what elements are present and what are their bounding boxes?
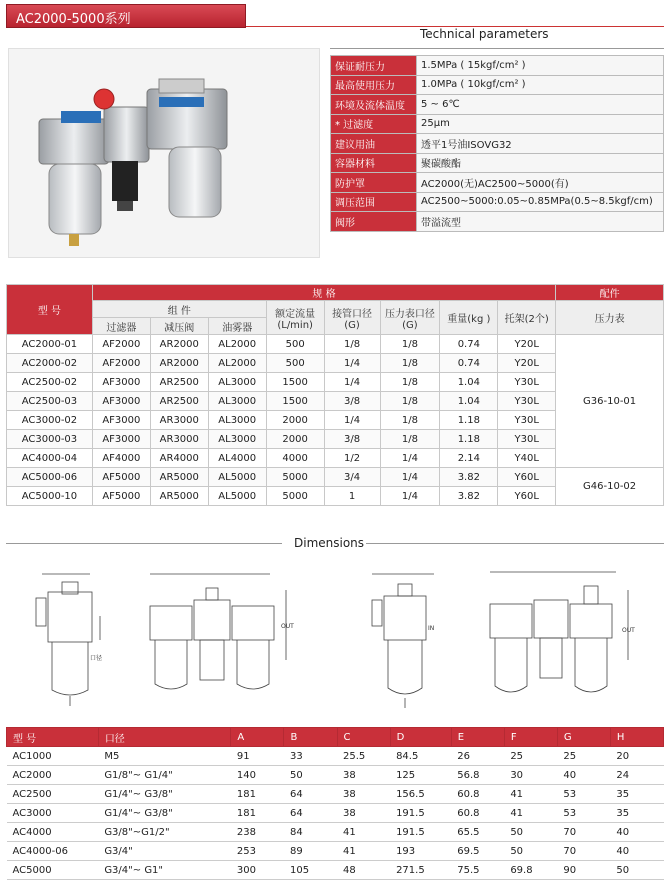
dim-cell: AC2500 — [7, 785, 99, 804]
spec-cell: AR5000 — [150, 468, 208, 487]
spec-cell: Y60L — [498, 487, 556, 506]
dimensions-divider-left — [6, 543, 282, 544]
dim-cell: 41 — [504, 785, 557, 804]
dim-cell: 41 — [337, 842, 390, 861]
dim-header: B — [284, 728, 337, 747]
dim-cell: 50 — [284, 766, 337, 785]
dim-cell: 24 — [610, 766, 663, 785]
header-regulator: 减压阀 — [150, 318, 208, 335]
title-bar — [0, 0, 670, 30]
dim-cell: 38 — [337, 785, 390, 804]
dim-cell: 33 — [284, 747, 337, 766]
dim-cell: 105 — [284, 861, 337, 880]
spec-cell: 1/4 — [324, 411, 380, 430]
dim-cell: 89 — [284, 842, 337, 861]
dim-header: 口径 — [98, 728, 231, 747]
spec-cell: 1/8 — [324, 335, 380, 354]
spec-cell: 1500 — [266, 373, 324, 392]
dim-header: C — [337, 728, 390, 747]
dim-cell: G3/8"~G1/2" — [98, 823, 231, 842]
spec-cell: 1/4 — [324, 354, 380, 373]
dim-cell: 30 — [504, 766, 557, 785]
spec-cell: 2000 — [266, 430, 324, 449]
dim-cell: 300 — [231, 861, 284, 880]
spec-cell: 3.82 — [440, 468, 498, 487]
dim-cell: 38 — [337, 766, 390, 785]
dim-cell: 60.8 — [451, 804, 504, 823]
spec-cell: 500 — [266, 335, 324, 354]
dim-cell: 50 — [504, 823, 557, 842]
spec-cell: Y40L — [498, 449, 556, 468]
spec-cell: 1/8 — [380, 392, 440, 411]
dim-cell: G1/4"~ G3/8" — [98, 804, 231, 823]
spec-cell: 1/8 — [380, 335, 440, 354]
spec-cell: AL3000 — [208, 373, 266, 392]
page-title: AC2000-5000系列 — [16, 12, 131, 27]
spec-cell: 3.82 — [440, 487, 498, 506]
spec-cell: Y30L — [498, 411, 556, 430]
dim-row — [7, 861, 664, 880]
header-weight: 重量(kg ) — [440, 301, 498, 335]
dim-header: D — [390, 728, 451, 747]
param-key: 容器材料 — [331, 153, 417, 173]
dim-cell: 64 — [284, 804, 337, 823]
spec-cell: AC2500-02 — [7, 373, 93, 392]
technical-title: Technical parameters — [420, 27, 549, 41]
spec-cell: 3/8 — [324, 430, 380, 449]
param-value: 25μm — [417, 114, 664, 134]
param-value: 聚碳酸酯 — [417, 153, 664, 173]
dim-header: 型 号 — [7, 728, 99, 747]
spec-cell: 2.14 — [440, 449, 498, 468]
dim-cell: 60.8 — [451, 785, 504, 804]
header-filter: 过滤器 — [92, 318, 150, 335]
dim-cell: 35 — [610, 804, 663, 823]
param-key: 调压范围 — [331, 192, 417, 212]
dim-header: G — [557, 728, 610, 747]
header-component: 组 件 — [92, 301, 266, 318]
dim-cell: 20 — [610, 747, 663, 766]
spec-cell: 1.18 — [440, 411, 498, 430]
header-parts: 配件 — [556, 285, 664, 301]
gauge-cell: G46-10-02 — [556, 468, 664, 506]
spec-cell: AF2000 — [92, 354, 150, 373]
spec-cell: AC5000-10 — [7, 487, 93, 506]
dimensions-table — [6, 727, 664, 880]
dim-cell: 48 — [337, 861, 390, 880]
spec-cell: Y30L — [498, 392, 556, 411]
dim-row — [7, 804, 664, 823]
spec-cell: 1/4 — [380, 468, 440, 487]
label-in: IN — [428, 625, 435, 632]
spec-row — [7, 335, 664, 354]
dim-cell: 191.5 — [390, 804, 451, 823]
spec-cell: AL3000 — [208, 392, 266, 411]
dim-cell: 38 — [337, 804, 390, 823]
param-value: 5 ~ 6℃ — [417, 95, 664, 115]
param-value: AC2000(无)AC2500~5000(有) — [417, 173, 664, 193]
spec-cell: 2000 — [266, 411, 324, 430]
spec-cell: 1/8 — [380, 373, 440, 392]
dim-cell: 181 — [231, 804, 284, 823]
spec-cell: AR2500 — [150, 373, 208, 392]
header-gauge-port: 压力表口径 (G) — [380, 301, 440, 335]
dimensions-divider-right — [366, 543, 664, 544]
dim-cell: 25 — [504, 747, 557, 766]
header-model: 型 号 — [7, 285, 93, 335]
dim-cell: 25 — [557, 747, 610, 766]
dim-cell: AC1000 — [7, 747, 99, 766]
dim-cell: 75.5 — [451, 861, 504, 880]
spec-cell: 3/8 — [324, 392, 380, 411]
dim-cell: 140 — [231, 766, 284, 785]
spec-cell: 0.74 — [440, 354, 498, 373]
spec-cell: AR3000 — [150, 411, 208, 430]
dim-cell: 41 — [504, 804, 557, 823]
param-value: 1.0MPa ( 10kgf/cm² ) — [417, 75, 664, 95]
spec-cell: 1.04 — [440, 392, 498, 411]
spec-cell: AR2500 — [150, 392, 208, 411]
param-key: 环境及流体温度 — [331, 95, 417, 115]
dim-cell: 70 — [557, 823, 610, 842]
technical-parameters-table — [330, 55, 664, 232]
dim-cell: 40 — [610, 823, 663, 842]
spec-cell: AF2000 — [92, 335, 150, 354]
dim-cell: G3/4" — [98, 842, 231, 861]
dim-cell: 69.8 — [504, 861, 557, 880]
dim-cell: 125 — [390, 766, 451, 785]
dim-cell: 25.5 — [337, 747, 390, 766]
header-port: 接管口径 (G) — [324, 301, 380, 335]
spec-cell: 5000 — [266, 487, 324, 506]
dim-cell: 65.5 — [451, 823, 504, 842]
dim-row — [7, 747, 664, 766]
spec-cell: 1.04 — [440, 373, 498, 392]
spec-cell: AL4000 — [208, 449, 266, 468]
spec-cell: AR3000 — [150, 430, 208, 449]
spec-cell: 1/4 — [380, 487, 440, 506]
dim-cell: G1/4"~ G3/8" — [98, 785, 231, 804]
gauge-cell: G36-10-01 — [556, 335, 664, 468]
param-key: 阀形 — [331, 212, 417, 232]
header-bracket: 托架(2个) — [498, 301, 556, 335]
spec-cell: 1/4 — [324, 373, 380, 392]
param-row — [331, 134, 664, 154]
spec-cell: AF5000 — [92, 487, 150, 506]
spec-cell: AF3000 — [92, 430, 150, 449]
param-value: AC2500~5000:0.05~0.85MPa(0.5~8.5kgf/cm) — [417, 192, 664, 212]
dimension-drawings — [0, 560, 670, 720]
spec-cell: AC3000-02 — [7, 411, 93, 430]
label-out-1: OUT — [281, 623, 294, 630]
spec-cell: Y30L — [498, 430, 556, 449]
product-photo — [8, 48, 320, 258]
dim-cell: 253 — [231, 842, 284, 861]
spec-cell: AC2000-01 — [7, 335, 93, 354]
param-value: 带溢流型 — [417, 212, 664, 232]
label-port: 口径 — [90, 655, 103, 662]
dim-row — [7, 842, 664, 861]
dim-cell: 56.8 — [451, 766, 504, 785]
dim-cell: 53 — [557, 804, 610, 823]
spec-cell: AL5000 — [208, 487, 266, 506]
dim-cell: 90 — [557, 861, 610, 880]
spec-cell: AF3000 — [92, 411, 150, 430]
drawing-triple-unit — [150, 574, 294, 689]
param-key: 最高使用压力 — [331, 75, 417, 95]
dim-cell: 64 — [284, 785, 337, 804]
param-row — [331, 95, 664, 115]
technical-drawings — [0, 560, 670, 720]
header-spec: 规 格 — [92, 285, 555, 301]
dimensions-title: Dimensions — [294, 536, 365, 550]
spec-cell: AR4000 — [150, 449, 208, 468]
spec-cell: 1/8 — [380, 430, 440, 449]
param-key: 建议用油 — [331, 134, 417, 154]
dim-cell: AC4000 — [7, 823, 99, 842]
dim-cell: 35 — [610, 785, 663, 804]
spec-cell: AC3000-03 — [7, 430, 93, 449]
drawing-single-unit — [36, 574, 102, 706]
dim-header: E — [451, 728, 504, 747]
dim-row — [7, 766, 664, 785]
dim-cell: AC3000 — [7, 804, 99, 823]
spec-cell: 1.18 — [440, 430, 498, 449]
dim-cell: 26 — [451, 747, 504, 766]
param-row — [331, 153, 664, 173]
spec-cell: 0.74 — [440, 335, 498, 354]
spec-cell: AL5000 — [208, 468, 266, 487]
dim-cell: 91 — [231, 747, 284, 766]
label-out-2: OUT — [622, 627, 635, 634]
spec-row — [7, 468, 664, 487]
spec-cell: AF3000 — [92, 373, 150, 392]
dim-cell: 238 — [231, 823, 284, 842]
drawing-triple-unit-2 — [490, 572, 635, 692]
dim-cell: 70 — [557, 842, 610, 861]
dim-cell: 193 — [390, 842, 451, 861]
spec-cell: 1/2 — [324, 449, 380, 468]
spec-cell: AL3000 — [208, 411, 266, 430]
dim-cell: 84 — [284, 823, 337, 842]
spec-cell: 5000 — [266, 468, 324, 487]
dim-cell: 50 — [610, 861, 663, 880]
dim-header: H — [610, 728, 663, 747]
dim-cell: 40 — [610, 842, 663, 861]
param-key: * 过滤度 — [331, 114, 417, 134]
dim-cell: 50 — [504, 842, 557, 861]
dim-cell: AC2000 — [7, 766, 99, 785]
param-row — [331, 173, 664, 193]
param-row — [331, 114, 664, 134]
dim-cell: 181 — [231, 785, 284, 804]
spec-cell: AR5000 — [150, 487, 208, 506]
frl-unit-illustration — [9, 49, 320, 258]
dim-cell: 191.5 — [390, 823, 451, 842]
param-value: 透平1号油ISOVG32 — [417, 134, 664, 154]
dim-cell: G3/4"~ G1" — [98, 861, 231, 880]
dim-cell: 40 — [557, 766, 610, 785]
dim-cell: 271.5 — [390, 861, 451, 880]
spec-cell: 3/4 — [324, 468, 380, 487]
param-row — [331, 192, 664, 212]
spec-cell: AC2500-03 — [7, 392, 93, 411]
spec-cell: Y30L — [498, 373, 556, 392]
drawing-single-unit-2 — [372, 574, 434, 708]
param-row — [331, 56, 664, 76]
spec-cell: Y60L — [498, 468, 556, 487]
dim-cell: 41 — [337, 823, 390, 842]
dim-cell: AC4000-06 — [7, 842, 99, 861]
dim-cell: M5 — [98, 747, 231, 766]
spec-cell: Y20L — [498, 335, 556, 354]
spec-cell: 4000 — [266, 449, 324, 468]
spec-cell: 1500 — [266, 392, 324, 411]
header-gauge: 压力表 — [556, 301, 664, 335]
spec-cell: 1 — [324, 487, 380, 506]
header-lubricator: 油雾器 — [208, 318, 266, 335]
dim-cell: 156.5 — [390, 785, 451, 804]
param-key: 保证耐压力 — [331, 56, 417, 76]
dim-cell: 53 — [557, 785, 610, 804]
technical-divider — [330, 48, 664, 49]
dim-cell: AC5000 — [7, 861, 99, 880]
spec-cell: AC4000-04 — [7, 449, 93, 468]
spec-cell: Y20L — [498, 354, 556, 373]
spec-cell: AR2000 — [150, 335, 208, 354]
param-key: 防护罩 — [331, 173, 417, 193]
dim-header: F — [504, 728, 557, 747]
spec-cell: AL2000 — [208, 354, 266, 373]
spec-cell: 1/4 — [380, 449, 440, 468]
dim-cell: 84.5 — [390, 747, 451, 766]
spec-cell: AL3000 — [208, 430, 266, 449]
spec-cell: AC2000-02 — [7, 354, 93, 373]
param-row — [331, 212, 664, 232]
dim-header: A — [231, 728, 284, 747]
dim-row — [7, 823, 664, 842]
spec-cell: 500 — [266, 354, 324, 373]
spec-cell: AC5000-06 — [7, 468, 93, 487]
dim-cell: G1/8"~ G1/4" — [98, 766, 231, 785]
spec-cell: AF5000 — [92, 468, 150, 487]
spec-cell: AF4000 — [92, 449, 150, 468]
spec-cell: 1/8 — [380, 411, 440, 430]
dim-row — [7, 785, 664, 804]
spec-cell: 1/8 — [380, 354, 440, 373]
specifications-table — [6, 284, 664, 506]
header-flow: 额定流量 (L/min) — [266, 301, 324, 335]
spec-cell: AL2000 — [208, 335, 266, 354]
param-row — [331, 75, 664, 95]
spec-cell: AR2000 — [150, 354, 208, 373]
param-value: 1.5MPa ( 15kgf/cm² ) — [417, 56, 664, 76]
dim-cell: 69.5 — [451, 842, 504, 861]
spec-cell: AF3000 — [92, 392, 150, 411]
